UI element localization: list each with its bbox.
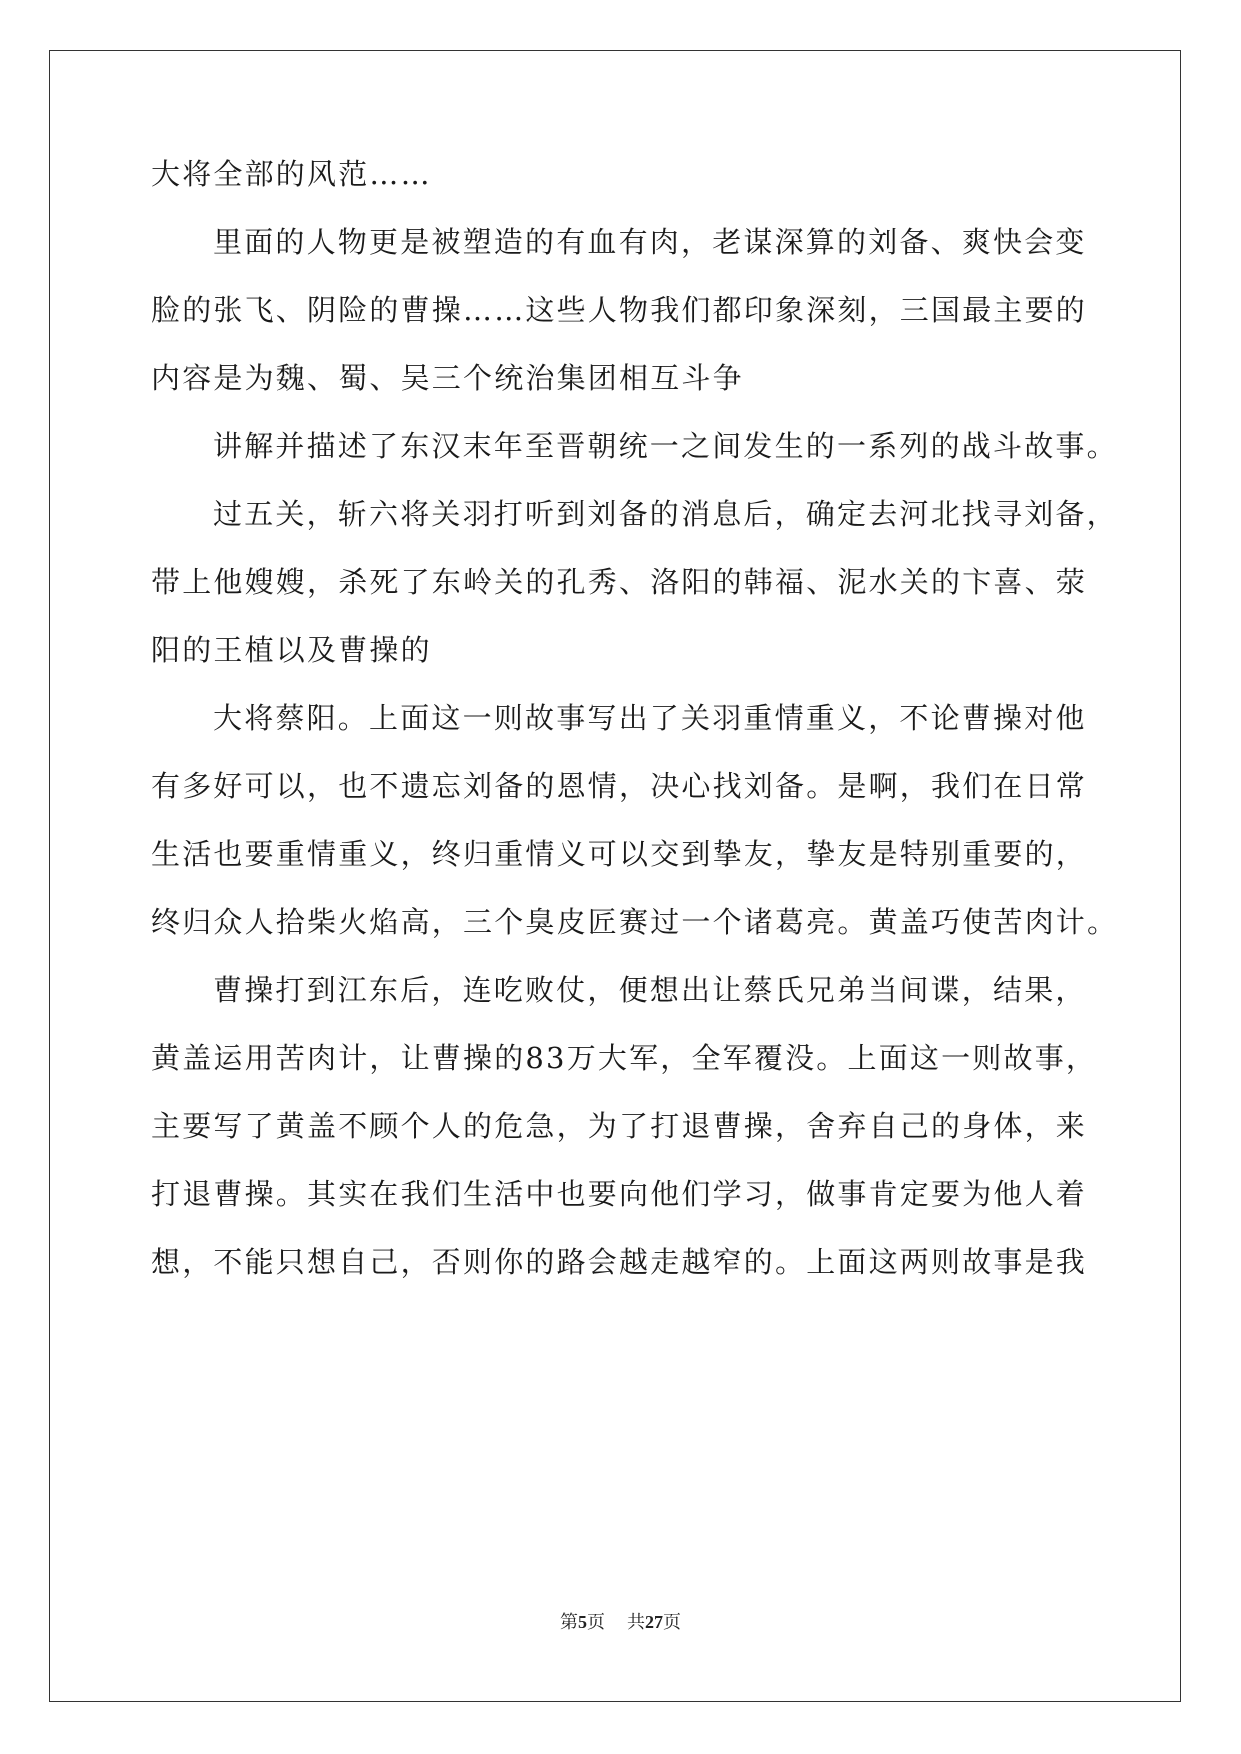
footer-page-suffix: 页 <box>587 1612 605 1633</box>
text-line: 生活也要重情重义，终归重情义可以交到挚友，挚友是特别重要的， <box>151 837 1088 871</box>
text-line: 有多好可以，也不遗忘刘备的恩情，决心找刘备。是啊，我们在日常 <box>151 769 1088 803</box>
page-footer <box>0 1610 1241 1635</box>
page-number: 5 <box>578 1612 587 1632</box>
text-line: 黄盖运用苦肉计，让曹操的83万大军，全军覆没。上面这一则故事， <box>151 1041 1098 1075</box>
text-line: 大将全部的风范…… <box>151 157 432 191</box>
text-line: 主要写了黄盖不顾个人的危急，为了打退曹操，舍弃自己的身体，来 <box>151 1109 1088 1143</box>
paragraph-start-line: 曹操打到江东后，连吃败仗，便想出让蔡氏兄弟当间谍，结果， <box>213 973 1087 1007</box>
text-line: 打退曹操。其实在我们生活中也要向他们学习，做事肯定要为他人着 <box>151 1177 1088 1211</box>
text-line: 终归众人拾柴火焰高，三个臭皮匠赛过一个诸葛亮。黄盖巧使苦肉计。 <box>151 905 1119 939</box>
text-line: 内容是为魏、蜀、吴三个统治集团相互斗争 <box>151 361 744 395</box>
text-line: 阳的王植以及曹操的 <box>151 633 432 667</box>
paragraph-start-line: 大将蔡阳。上面这一则故事写出了关羽重情重义，不论曹操对他 <box>213 701 1087 735</box>
text-line: 脸的张飞、阴险的曹操……这些人物我们都印象深刻，三国最主要的 <box>151 293 1088 327</box>
total-pages: 27 <box>645 1612 663 1632</box>
footer-total-prefix: 共 <box>627 1612 645 1633</box>
paragraph-start-line: 讲解并描述了东汉末年至晋朝统一之间发生的一系列的战斗故事。 <box>213 429 1118 463</box>
paragraph-start-line: 里面的人物更是被塑造的有血有肉，老谋深算的刘备、爽快会变 <box>213 225 1087 259</box>
text-line: 想，不能只想自己，否则你的路会越走越窄的。上面这两则故事是我 <box>151 1245 1088 1279</box>
footer-prefix: 第 <box>560 1612 578 1633</box>
text-line: 带上他嫂嫂，杀死了东岭关的孔秀、洛阳的韩福、泥水关的卞喜、荥 <box>151 565 1088 599</box>
paragraph-start-line: 过五关，斩六将关羽打听到刘备的消息后，确定去河北找寻刘备， <box>213 497 1118 531</box>
footer-total-suffix: 页 <box>663 1612 681 1633</box>
